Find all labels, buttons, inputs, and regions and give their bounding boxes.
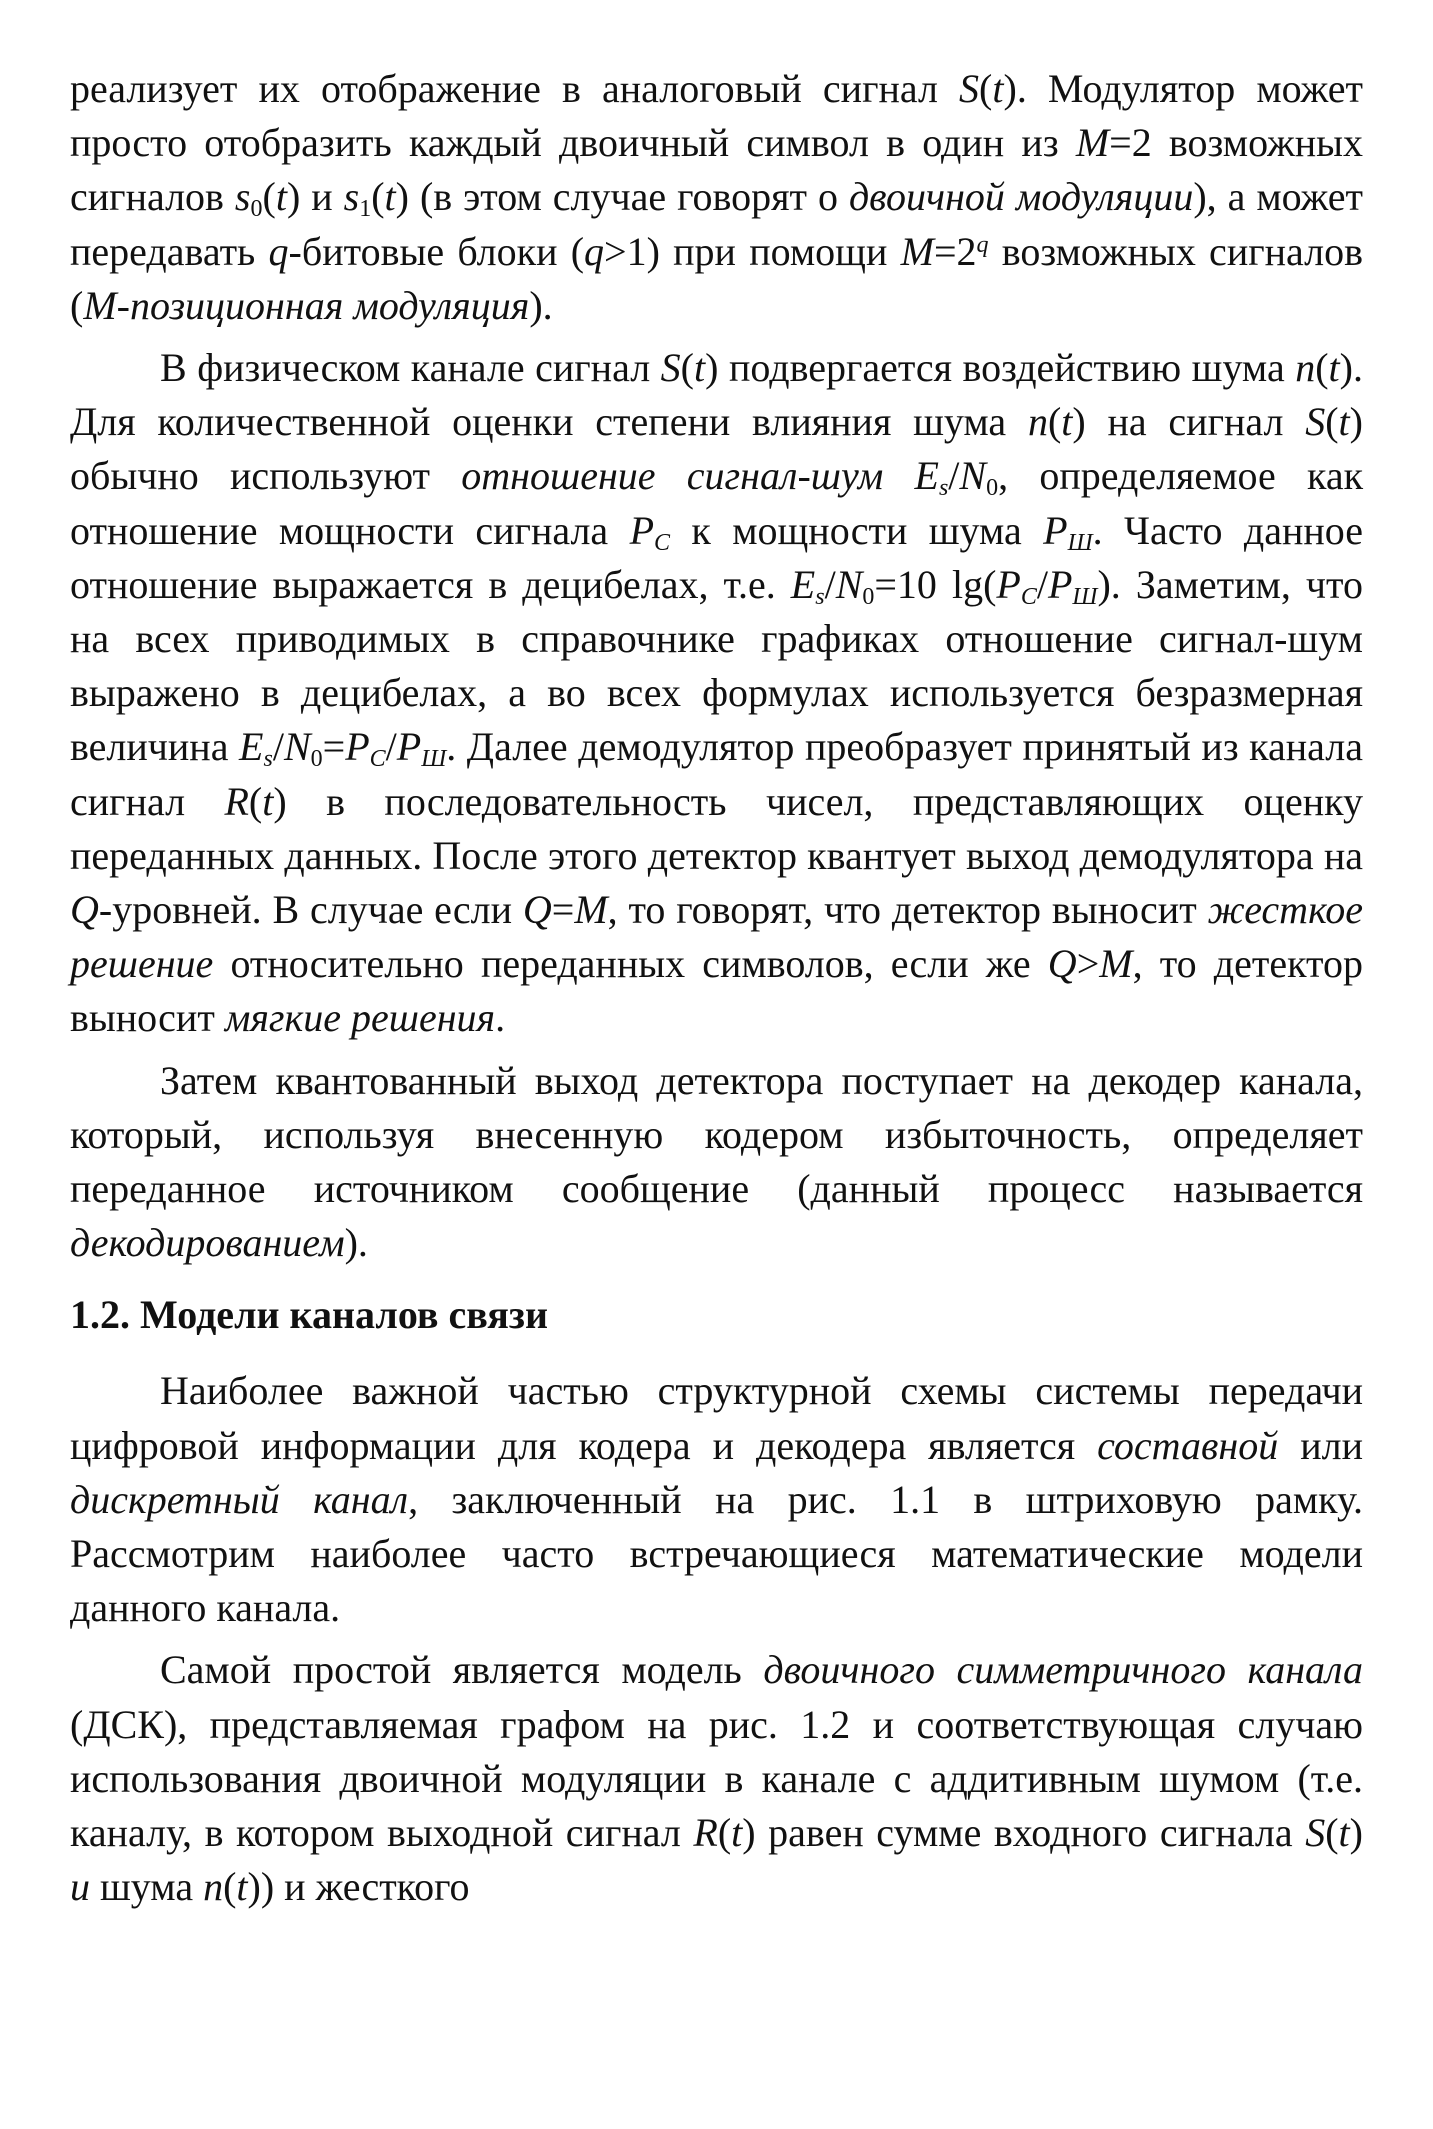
paragraph-5: Самой простой является модель двоичного симметричного канала (ДСК), представляемая графом на рис. 1.2 и соответствующая случаю использования двоичной модуляции в канале с аддитивным шумом (т.е. каналу, в котором выходной сигнал R(t) равен сумме входного сигнала S(t) и шума n(t)) и жесткого <box>70 1647 1363 1910</box>
paragraph-1: реализует их отображение в аналоговый сигнал S(t). Модулятор может просто отобразить каждый двоичный символ в один из M=2 возможных сигналов $s_0(t)$ и $s_1(t)$ (в этом случае говорят о двоичной модуляции), а может передавать q-битовые блоки (q>1) при помощи $M=2^q$ возможных сигналов (М-позиционная модуляция). <box>70 66 1364 328</box>
term-m-ary-modulation: М-позиционная модуляция <box>83 282 530 328</box>
paragraph-4: Наиболее важной частью структурной схемы системы передачи цифровой информации для кодера и декодера является составной или дискретный канал, заключенный на рис. 1.1 в штриховую рамку. Рассмотрим наиболее часто встречающиеся математические модели данного канала. <box>70 1368 1363 1631</box>
paragraph-2: В физическом канале сигнал S(t) подвергается воздействию шума n(t). Для количественной оценки степени влияния шума n(t) на сигнал S(t) обычно используют отношение сигнал-шум $E_s/N_0$, определяемое как отношение мощности сигнала $P_C$ к мощности шума $P_Ш$. Часто данное отношение выражается в децибелах, т.е. $E_s/N_0=10$ $\lg(P_C/P_Ш)$. Заметим, что на всех приводимых в справочнике графиках отношение сигнал-шум выражено в децибелах, а во всех формулах используется безразмерная величина $E_s/N_0=P_C/P_Ш$. Далее демодулятор преобразует принятый из канала сигнал R(t) в последовательность чисел, представляющих оценку переданных данных. После этого детектор квантует выход демодулятора на Q-уровней. В случае если Q=M, то говорят, что детектор выносит жесткое решение относительно переданных символов, если же Q>M, то детектор выносит мягкие решения. <box>70 345 1364 1041</box>
term-snr: отношение сигнал-шум <box>461 453 884 499</box>
paragraph-3: Затем квантованный выход детектора поступает на декодер канала, который, используя внесенную кодером избыточность, определяет переданное источником сообщение (данный процесс называется декодированием). <box>70 1057 1363 1266</box>
document-page <box>70 62 1363 1915</box>
term-discrete-channel: дискретный канал <box>70 1476 409 1522</box>
term-hard-decision: жесткое решение <box>70 887 1364 987</box>
term-binary-modulation: двоичной модуляции <box>848 174 1194 220</box>
term-bsc: двоичного симметричного канала <box>763 1647 1363 1693</box>
section-heading: 1.2. Модели каналов связи <box>70 1292 549 1338</box>
term-composite: составной <box>1097 1422 1279 1468</box>
term-soft-decision: мягкие решения <box>224 995 496 1041</box>
term-decoding: декодированием <box>70 1220 345 1266</box>
